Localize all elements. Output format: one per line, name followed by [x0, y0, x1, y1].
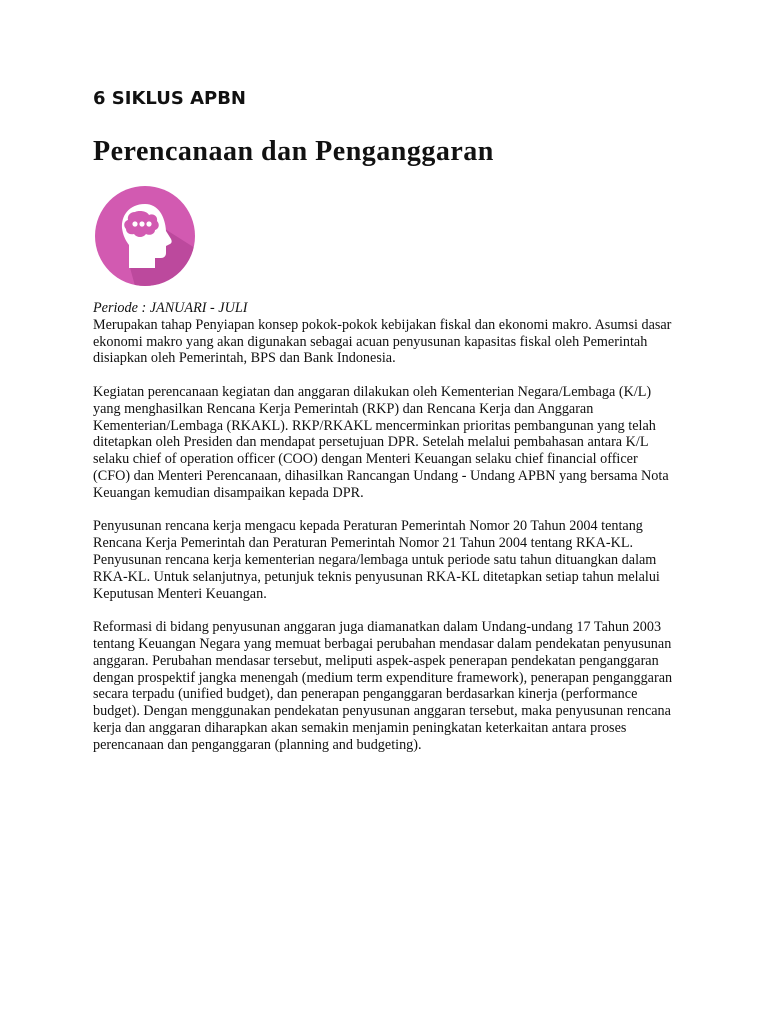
period-label: Periode : JANUARI - JULI [93, 300, 248, 316]
paragraph-3: Penyusunan rencana kerja mengacu kepada Peraturan Pemerintah Nomor 20 Tahun 2004 tentang Rencana Kerja Pemerintah dan Peraturan Pemerintah Nomor 21 Tahun 2004 tentang RKA-KL. Penyusunan rencana kerja kementerian negara/lembaga untuk periode satu tahun dituangkan dalam RKA-KL. Untuk selanjutnya, petunjuk teknis penyusunan RKA-KL ditetapkan setiap tahun melalui Keputusan Menteri Keuangan. [93, 518, 660, 602]
document-body [93, 300, 678, 770]
page-title: Perencanaan dan Penganggaran [93, 136, 494, 167]
paragraph-1-text: Merupakan tahap Penyiapan konsep pokok-pokok kebijakan fiskal dan ekonomi makro. Asumsi dasar ekonomi makro yang akan digunakan sebagai acuan penyusunan kapasitas fiskal oleh Pemerintah disiapkan oleh Pemerintah, BPS dan Bank Indonesia. [93, 316, 672, 367]
paragraph-2: Kegiatan perencanaan kegiatan dan anggaran dilakukan oleh Kementerian Negara/Lembaga (K/L) yang menghasilkan Rencana Kerja Pemerintah (RKP) dan Rencana Kerja dan Anggaran Kementerian/Lembaga (RKAKL). RKP/RKAKL mencerminkan prioritas pembangunan yang telah ditetapkan oleh Presiden dan mendapat persetujuan DPR. Setelah melalui pembahasan antara K/L selaku chief of operation officer (COO) dengan Menteri Keuangan selaku chief financial officer (CFO) dan Menteri Perencanaan, dihasilkan Rancangan Undang - Undang APBN yang bersama Nota Keuangan kemudian disampaikan kepada DPR. [93, 383, 669, 501]
paragraph-1 [93, 300, 678, 367]
head-thinking-icon [95, 186, 195, 286]
head-thinking-icon-graphic [95, 186, 195, 286]
paragraph-4: Reformasi di bidang penyusunan anggaran juga diamanatkan dalam Undang-undang 17 Tahun 2003 tentang Keuangan Negara yang memuat berbagai perubahan mendasar dalam pendekatan penyusunan anggaran. Perubahan mendasar tersebut, meliputi aspek-aspek penerapan pendekatan penganggaran dengan prospektif jangka menengah (medium term expenditure framework), penerapan penganggaran secara terpadu (unified budget), dan penerapan penganggaran berdasarkan kinerja (performance budget). Dengan menggunakan pendekatan penyusunan anggaran tersebut, maka penyusunan rencana kerja dan anggaran diharapkan akan semakin menjamin peningkatan keterkaitan antara proses perencanaan dan penganggaran (planning and budgeting). [93, 619, 673, 753]
section-heading: 6 SIKLUS APBN [93, 88, 246, 109]
